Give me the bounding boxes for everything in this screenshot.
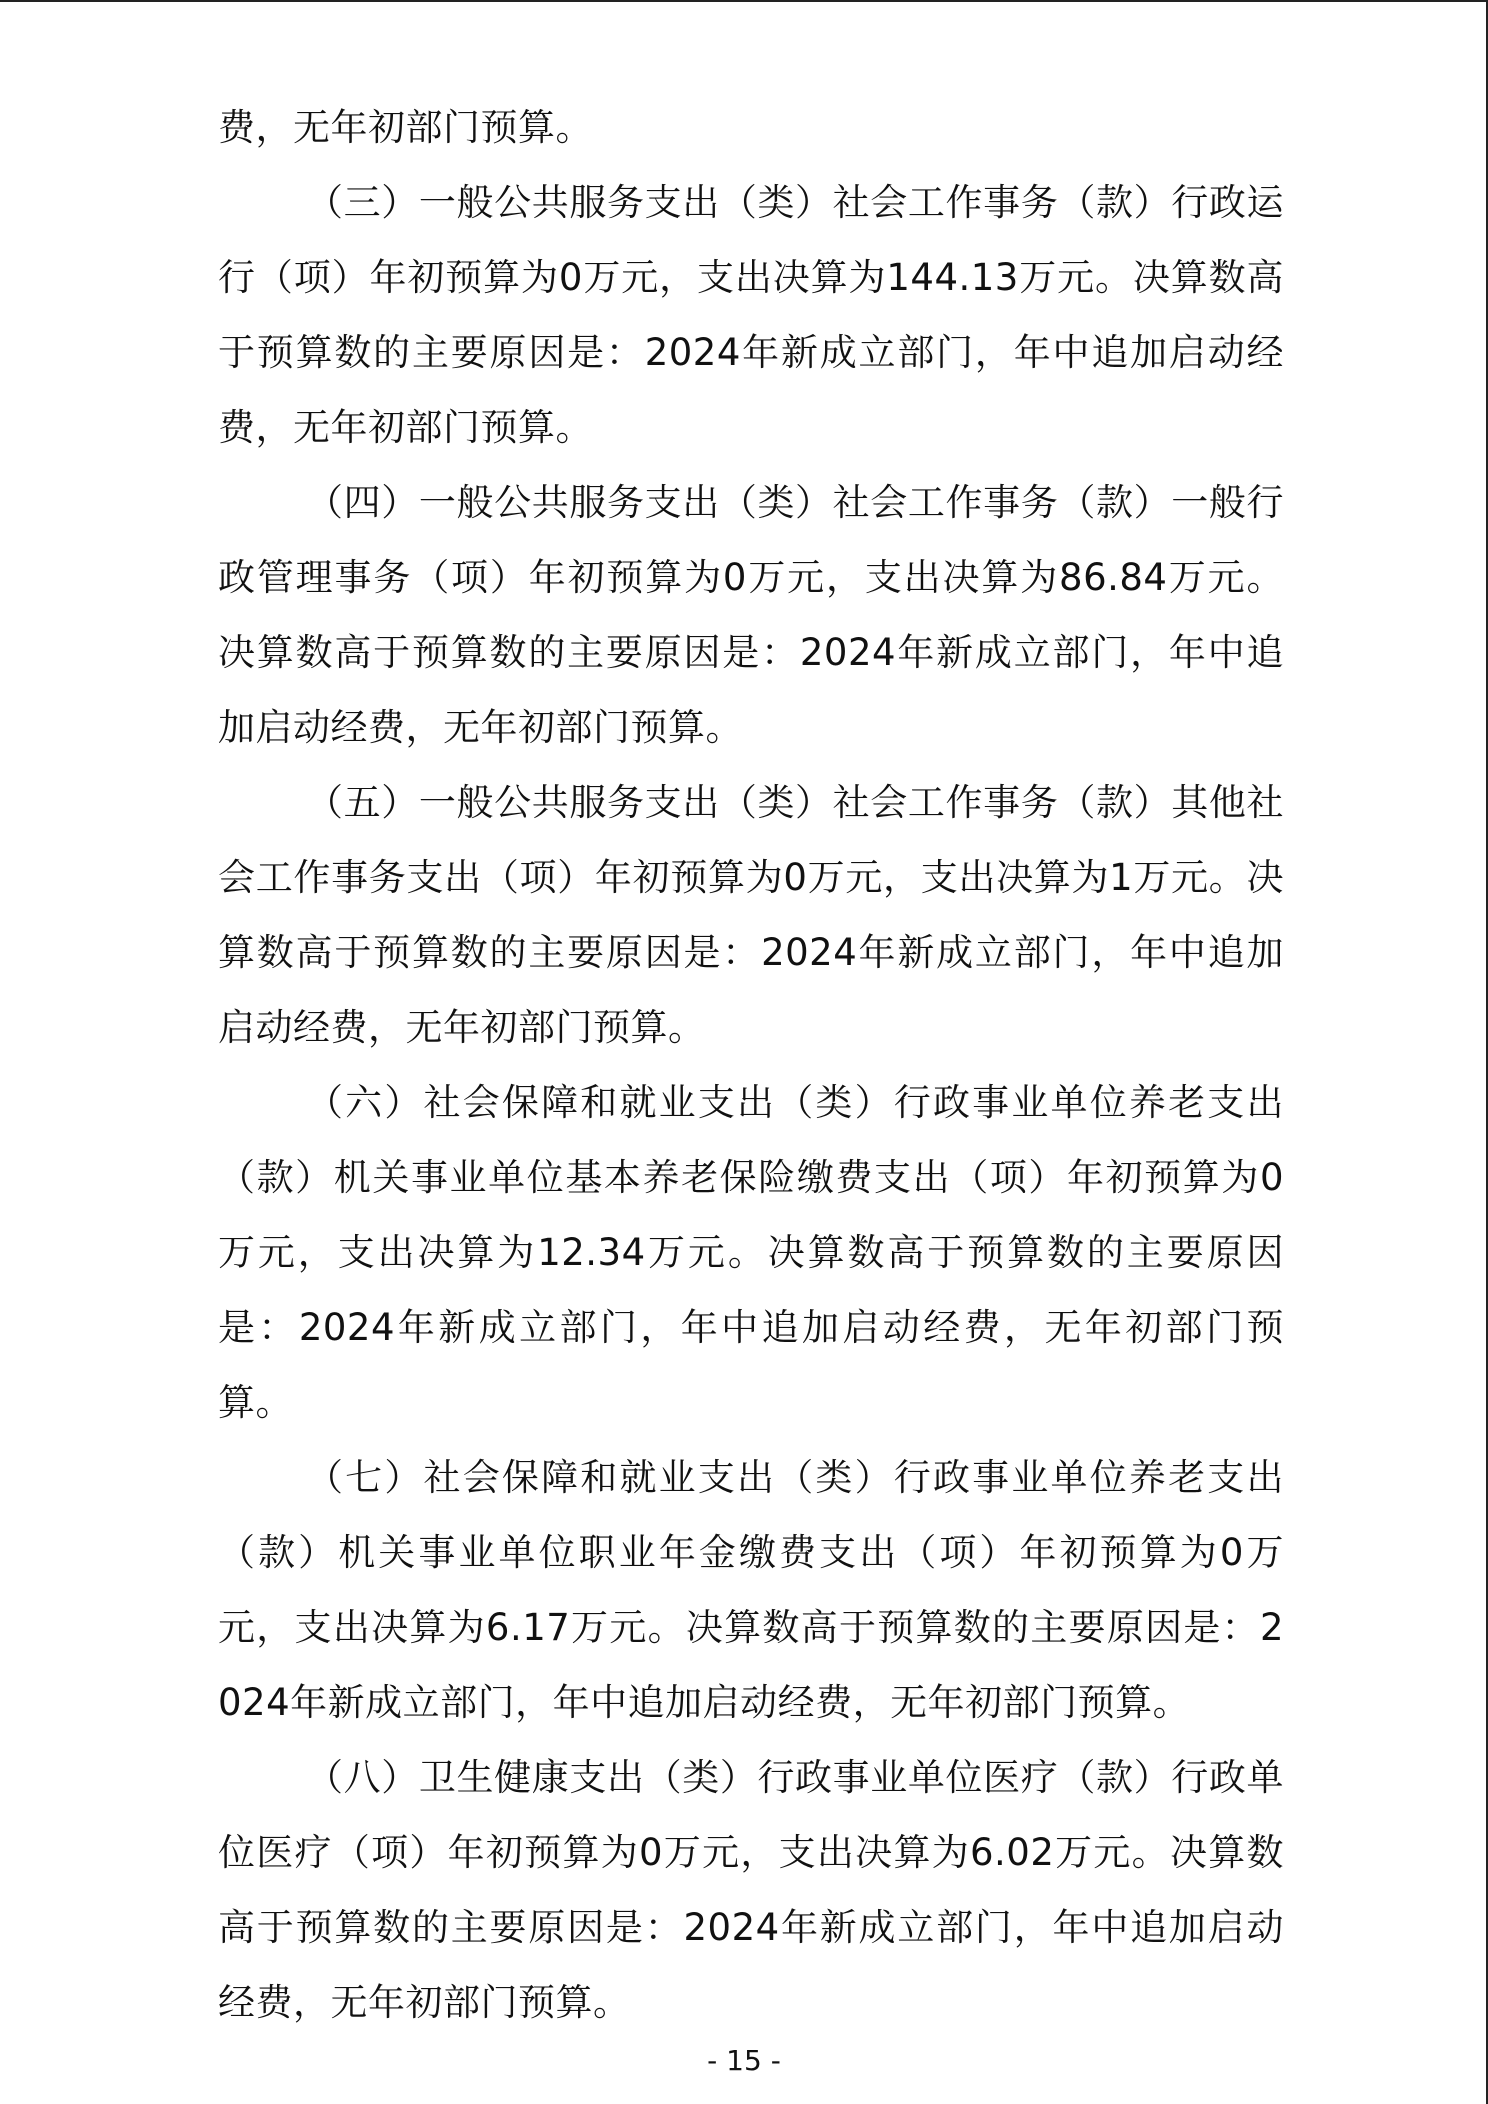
paragraph-item-6: （六）社会保障和就业支出（类）行政事业单位养老支出（款）机关事业单位基本养老保险缴费支出（项）年初预算为0万元，支出决算为12.34万元。决算数高于预算数的主要原因是：2024年新成立部门，年中追加启动经费，无年初部门预算。	[218, 1081, 1284, 1424]
paragraph-item-5: （五）一般公共服务支出（类）社会工作事务（款）其他社会工作事务支出（项）年初预算为0万元，支出决算为1万元。决算数高于预算数的主要原因是：2024年新成立部门，年中追加启动经费，无年初部门预算。	[218, 781, 1284, 1049]
paragraph-continuation: 费，无年初部门预算。	[218, 106, 593, 149]
paragraph-item-7: （七）社会保障和就业支出（类）行政事业单位养老支出（款）机关事业单位职业年金缴费支出（项）年初预算为0万元，支出决算为6.17万元。决算数高于预算数的主要原因是：2024年新成立部门，年中追加启动经费，无年初部门预算。	[218, 1456, 1284, 1724]
page-number: - 15 -	[707, 2044, 781, 2077]
page-frame-top	[0, 0, 1488, 2]
paragraph-item-4: （四）一般公共服务支出（类）社会工作事务（款）一般行政管理事务（项）年初预算为0万元，支出决算为86.84万元。决算数高于预算数的主要原因是：2024年新成立部门，年中追加启动经费，无年初部门预算。	[218, 481, 1284, 749]
paragraph-item-8: （八）卫生健康支出（类）行政事业单位医疗（款）行政单位医疗（项）年初预算为0万元，支出决算为6.02万元。决算数高于预算数的主要原因是：2024年新成立部门，年中追加启动经费，无年初部门预算。	[218, 1756, 1284, 2024]
paragraph-item-3: （三）一般公共服务支出（类）社会工作事务（款）行政运行（项）年初预算为0万元，支出决算为144.13万元。决算数高于预算数的主要原因是：2024年新成立部门，年中追加启动经费，无年初部门预算。	[218, 181, 1284, 449]
document-body	[218, 90, 1284, 2040]
